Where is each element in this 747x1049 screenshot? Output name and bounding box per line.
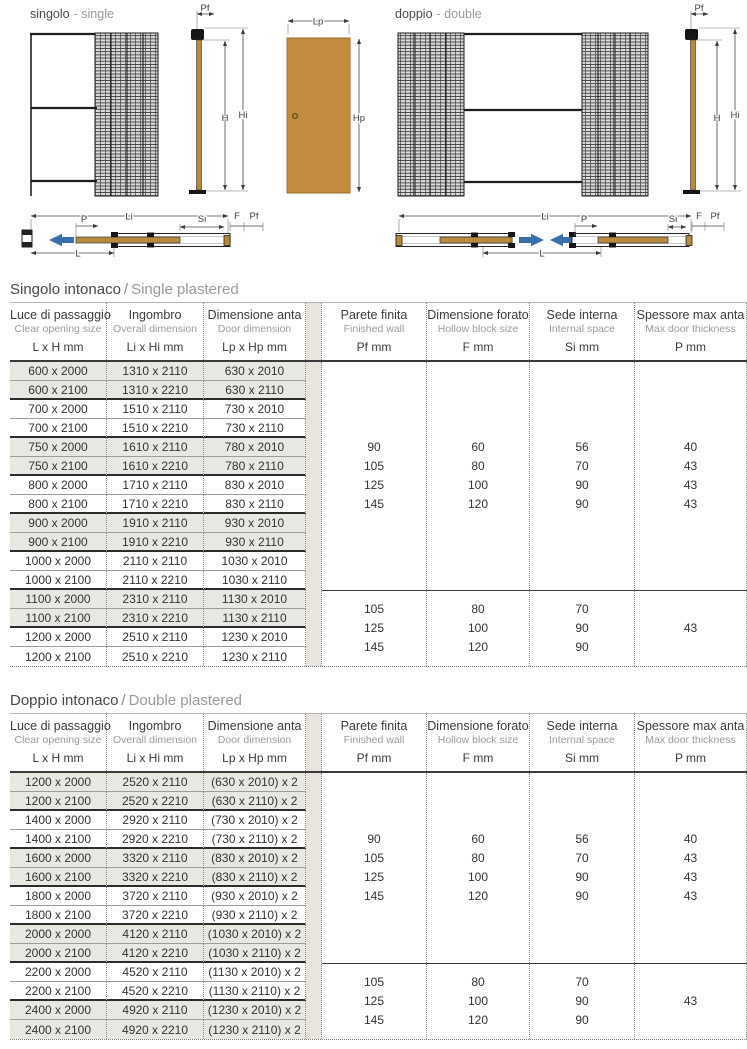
door-slab-plan <box>76 237 180 243</box>
column-header-3 <box>322 714 427 771</box>
column-label-it: Luce di passaggio <box>10 719 111 733</box>
dim-label-li: Li <box>125 211 133 223</box>
table-cell: 1400 x 2100 <box>10 830 107 849</box>
table-cell: 930 x 2010 <box>204 514 306 533</box>
dim-label-f-d: F <box>696 211 702 222</box>
spec-value: 100 <box>467 621 489 635</box>
column-label-en: Hollow block size <box>437 734 519 746</box>
table-cell: 1230 x 2010 <box>204 628 306 647</box>
table-cell: 730 x 2110 <box>204 419 306 438</box>
dim-label-hi-d: Hi <box>730 110 740 121</box>
table-cell: 1000 x 2100 <box>10 571 107 590</box>
single-title-en: - single <box>73 7 114 21</box>
table-cell: 2520 x 2210 <box>107 792 204 811</box>
column-label-en: Finished wall <box>343 734 405 746</box>
column-label-en: Door dimension <box>217 734 292 746</box>
table-cell: 3720 x 2210 <box>107 906 204 925</box>
spec-block-f <box>427 963 530 1039</box>
column-unit: P mm <box>674 340 707 354</box>
table-cell: 1230 x 2110 <box>204 647 306 666</box>
table-cell: 1710 x 2110 <box>107 476 204 495</box>
door-slab-left <box>440 237 512 243</box>
table-cell: (930 x 2110) x 2 <box>204 906 306 925</box>
table-cell: 900 x 2000 <box>10 514 107 533</box>
column-unit: F mm <box>462 751 494 765</box>
column-label-it: Luce di passaggio <box>10 308 111 322</box>
pocket-frame-mesh-left <box>398 33 464 196</box>
table-cell: 780 x 2010 <box>204 438 306 457</box>
spec-value: 43 <box>683 497 698 511</box>
dim-label-hi: Hi <box>238 110 248 121</box>
table-cell: 4920 x 2110 <box>107 1001 204 1020</box>
spec-value: 145 <box>363 497 385 511</box>
double-front-view <box>398 33 648 196</box>
table-cell: 2200 x 2100 <box>10 982 107 1001</box>
table-cell: (630 x 2110) x 2 <box>204 792 306 811</box>
table-cell: 780 x 2110 <box>204 457 306 476</box>
separator-column-header <box>306 714 322 771</box>
spec-value: 105 <box>363 851 385 865</box>
table-header <box>10 713 747 773</box>
table-cell: 930 x 2110 <box>204 533 306 552</box>
table-title-sep: / <box>123 281 129 298</box>
column-label-it: Ingombro <box>128 308 182 322</box>
spec-value: 43 <box>683 851 698 865</box>
door-slab-right <box>598 237 668 243</box>
spec-block-f <box>427 590 530 666</box>
dim-label-pf2: Pf <box>249 211 259 222</box>
spec-block-pf <box>322 773 427 963</box>
table-title-sep: / <box>121 692 126 709</box>
table-title-it: Singolo intonaco <box>10 281 121 298</box>
table-cell: 1310 x 2110 <box>107 362 204 381</box>
table-cell: 2510 x 2110 <box>107 628 204 647</box>
track-profile <box>191 29 204 40</box>
spec-value: 80 <box>471 459 485 473</box>
dim-label-pf-d: Pf <box>694 3 704 14</box>
table-cell: 1100 x 2100 <box>10 609 107 628</box>
table-cell: 1310 x 2210 <box>107 381 204 400</box>
spec-block-si <box>530 362 635 590</box>
table-cell: (930 x 2010) x 2 <box>204 887 306 906</box>
spec-value: 90 <box>575 889 589 903</box>
spec-value: 145 <box>363 640 385 654</box>
table-cell: 2510 x 2210 <box>107 647 204 666</box>
table-cell: 1030 x 2010 <box>204 552 306 571</box>
dim-label-l-d: L <box>539 248 545 260</box>
singolo-table-section <box>10 281 747 667</box>
table-cell: (730 x 2110) x 2 <box>204 830 306 849</box>
table-cell: (830 x 2010) x 2 <box>204 849 306 868</box>
spec-value: 90 <box>367 440 381 454</box>
spec-value: 145 <box>363 889 385 903</box>
pocket-frame-mesh-right <box>582 33 648 196</box>
column-unit: Si mm <box>565 340 599 354</box>
table-cell: 1200 x 2100 <box>10 792 107 811</box>
column-header-1 <box>107 714 204 771</box>
spec-block-si <box>530 773 635 963</box>
separator-column-header <box>306 303 322 360</box>
double-diagram <box>395 3 741 260</box>
dim-label-h: H <box>221 113 229 124</box>
spec-block-p <box>635 590 747 666</box>
table-cell: 3720 x 2110 <box>107 887 204 906</box>
column-unit: Lp x Hp mm <box>222 340 287 354</box>
table-cell: 1910 x 2210 <box>107 533 204 552</box>
column-label-en: Overall dimension <box>112 734 198 746</box>
table-cell: 1800 x 2000 <box>10 887 107 906</box>
column-label-en: Hollow block size <box>437 323 519 335</box>
table-header <box>10 302 747 362</box>
table-cell: 1130 x 2010 <box>204 590 306 609</box>
spec-block-p <box>635 362 747 590</box>
spec-value: 125 <box>363 994 385 1008</box>
separator-column <box>306 362 322 666</box>
table-body <box>10 362 747 667</box>
dim-label-h-d: H <box>713 113 721 124</box>
column-header-3 <box>322 303 427 360</box>
column-header-4 <box>427 303 530 360</box>
spec-value: 56 <box>575 832 589 846</box>
spec-value: 120 <box>467 889 489 903</box>
table-cell: (1030 x 2010) x 2 <box>204 925 306 944</box>
column-label-en: Finished wall <box>343 323 405 335</box>
table-cell: 4520 x 2210 <box>107 982 204 1001</box>
double-title-it: doppio <box>395 7 433 21</box>
separator-column <box>306 773 322 1039</box>
table-cell: 700 x 2000 <box>10 400 107 419</box>
column-header-5 <box>530 714 635 771</box>
spec-value: 120 <box>467 1013 489 1027</box>
table-cell: 1030 x 2110 <box>204 571 306 590</box>
column-unit: L x H mm <box>32 340 84 354</box>
column-unit: F mm <box>462 340 494 354</box>
column-header-4 <box>427 714 530 771</box>
column-header-0 <box>10 303 111 360</box>
spec-block-pf <box>322 590 427 666</box>
closing-jamb-left <box>396 236 402 246</box>
table-cell: (630 x 2010) x 2 <box>204 773 306 792</box>
column-label-it: Dimensione anta <box>207 719 302 733</box>
table-cell: 2310 x 2110 <box>107 590 204 609</box>
table-cell: 630 x 2110 <box>204 381 306 400</box>
column-label-it: Ingombro <box>128 719 182 733</box>
spec-block-p <box>635 773 747 963</box>
spec-value: 60 <box>471 832 485 846</box>
table-cell: 1610 x 2110 <box>107 438 204 457</box>
column-label-it: Sede interna <box>546 719 618 733</box>
spec-value: 70 <box>575 851 589 865</box>
column-header-0 <box>10 714 111 771</box>
spec-block-p <box>635 963 747 1039</box>
column-unit: P mm <box>674 751 707 765</box>
column-header-1 <box>107 303 204 360</box>
column-unit: L x H mm <box>32 751 84 765</box>
column-unit: Li x Hi mm <box>126 340 184 354</box>
table-cell: 4520 x 2110 <box>107 963 204 982</box>
dim-label-p: P <box>80 214 88 225</box>
spec-value: 43 <box>683 621 698 635</box>
single-diagram-title <box>30 7 114 21</box>
single-diagram <box>22 3 365 260</box>
slide-arrow-right <box>519 234 544 246</box>
column-label-en: Door dimension <box>217 323 292 335</box>
column-unit: Lp x Hp mm <box>222 751 287 765</box>
table-cell: 730 x 2010 <box>204 400 306 419</box>
spec-value: 70 <box>575 602 589 616</box>
column-header-6 <box>635 303 747 360</box>
column-label-it: Dimensione forato <box>427 308 529 322</box>
column-label-en: Max door thickness <box>645 734 736 746</box>
table-cell: 1200 x 2000 <box>10 628 107 647</box>
dim-label-pf2-d: Pf <box>710 211 720 222</box>
column-label-en: Clear opening size <box>14 734 102 746</box>
spec-value: 90 <box>575 478 589 492</box>
column-unit: Si mm <box>565 751 599 765</box>
table-cell: 1610 x 2210 <box>107 457 204 476</box>
table-cell: 1000 x 2000 <box>10 552 107 571</box>
table-cell: 2110 x 2210 <box>107 571 204 590</box>
dim-label-pf: Pf <box>200 3 210 14</box>
column-header-2 <box>204 303 306 360</box>
table-title-en: Single plastered <box>131 281 239 298</box>
table-cell: 3320 x 2210 <box>107 868 204 887</box>
table-cell: 700 x 2100 <box>10 419 107 438</box>
table-cell: 1910 x 2110 <box>107 514 204 533</box>
table-cell: (1130 x 2110) x 2 <box>204 982 306 1001</box>
single-title-it: singolo <box>30 7 70 21</box>
dim-label-si-d: Si <box>668 214 678 225</box>
track-profile-d <box>685 29 698 40</box>
table-cell: 1130 x 2110 <box>204 609 306 628</box>
table-cell: 1200 x 2000 <box>10 773 107 792</box>
table-cell: (1130 x 2010) x 2 <box>204 963 306 982</box>
table-cell: 2400 x 2000 <box>10 1001 107 1020</box>
column-unit: Pf mm <box>356 751 392 765</box>
table-cell: 2920 x 2210 <box>107 830 204 849</box>
technical-diagrams <box>0 0 747 272</box>
table-cell: 2400 x 2100 <box>10 1020 107 1039</box>
column-label-it: Spessore max anta <box>636 308 745 322</box>
table-cell: 4120 x 2210 <box>107 944 204 963</box>
column-label-it: Dimensione forato <box>427 719 529 733</box>
column-label-en: Clear opening size <box>14 323 102 335</box>
spec-value: 105 <box>363 975 385 989</box>
table-cell: 630 x 2010 <box>204 362 306 381</box>
table-cell: 1100 x 2000 <box>10 590 107 609</box>
spec-value: 80 <box>471 602 485 616</box>
spec-value: 80 <box>471 851 485 865</box>
spec-value: 90 <box>575 621 589 635</box>
spec-value: 70 <box>575 975 589 989</box>
table-cell: 2000 x 2000 <box>10 925 107 944</box>
column-label-en: Overall dimension <box>112 323 198 335</box>
column-header-2 <box>204 714 306 771</box>
double-plan-view <box>396 211 724 260</box>
door-panel-view <box>287 17 365 194</box>
spec-value: 90 <box>367 832 381 846</box>
table-title <box>10 692 747 709</box>
spec-value: 90 <box>575 870 589 884</box>
closing-jamb <box>224 236 230 246</box>
table-title-en: Double plastered <box>128 692 243 709</box>
spec-value: 120 <box>467 640 489 654</box>
column-unit: Li x Hi mm <box>126 751 184 765</box>
spec-value: 100 <box>467 870 489 884</box>
slide-direction-arrow <box>49 234 74 246</box>
spec-value: 40 <box>683 440 698 454</box>
table-title-it: Doppio intonaco <box>10 692 119 709</box>
table-cell: (730 x 2010) x 2 <box>204 811 306 830</box>
dim-label-lp: Lp <box>312 16 324 28</box>
table-body <box>10 773 747 1040</box>
table-cell: (830 x 2110) x 2 <box>204 868 306 887</box>
floor-base <box>189 190 206 194</box>
spec-value: 100 <box>467 994 489 1008</box>
table-cell: (1230 x 2110) x 2 <box>204 1020 306 1039</box>
table-cell: 3320 x 2110 <box>107 849 204 868</box>
spec-block-pf <box>322 362 427 590</box>
column-label-en: Max door thickness <box>645 323 736 335</box>
spec-value: 70 <box>575 459 589 473</box>
dim-label-hp: Hp <box>352 113 366 124</box>
spec-value: 90 <box>575 1013 589 1027</box>
spec-value: 145 <box>363 1013 385 1027</box>
spec-value: 125 <box>363 870 385 884</box>
single-front-view <box>30 33 158 196</box>
table-rows-right <box>322 362 747 666</box>
double-diagram-title <box>395 7 482 21</box>
single-side-section <box>189 3 248 194</box>
column-label-en: Internal space <box>549 323 615 335</box>
spec-value: 100 <box>467 478 489 492</box>
table-title <box>10 281 747 298</box>
spec-block-f <box>427 362 530 590</box>
spec-value: 80 <box>471 975 485 989</box>
table-cell: 750 x 2000 <box>10 438 107 457</box>
table-cell: 1200 x 2100 <box>10 647 107 666</box>
spec-value: 125 <box>363 478 385 492</box>
spec-value: 105 <box>363 459 385 473</box>
spec-value: 43 <box>683 478 698 492</box>
table-rows-left <box>10 773 306 1039</box>
spec-block-si <box>530 963 635 1039</box>
spec-value: 40 <box>683 832 698 846</box>
dim-label-l: L <box>75 248 81 260</box>
spec-block-f <box>427 773 530 963</box>
spec-value: 90 <box>575 497 589 511</box>
double-title-en: - double <box>436 7 482 21</box>
dim-label-f: F <box>234 211 240 222</box>
table-cell: 600 x 2100 <box>10 381 107 400</box>
column-header-6 <box>635 714 747 771</box>
table-cell: 800 x 2000 <box>10 476 107 495</box>
floor-base-d <box>683 190 700 194</box>
column-label-en: Internal space <box>549 734 615 746</box>
table-cell: 1800 x 2100 <box>10 906 107 925</box>
spec-value: 90 <box>575 994 589 1008</box>
column-label-it: Parete finita <box>340 308 408 322</box>
double-side-section <box>683 3 741 194</box>
closing-jamb-right <box>686 236 692 246</box>
spec-block-pf <box>322 963 427 1039</box>
dim-label-li-d: Li <box>541 211 549 223</box>
spec-value: 125 <box>363 621 385 635</box>
table-cell: 4120 x 2110 <box>107 925 204 944</box>
table-cell: 4920 x 2210 <box>107 1020 204 1039</box>
table-cell: 600 x 2000 <box>10 362 107 381</box>
spec-value: 43 <box>683 889 698 903</box>
door-edge-section-d <box>691 40 696 190</box>
table-cell: 1510 x 2110 <box>107 400 204 419</box>
door-edge-section <box>197 40 202 190</box>
table-cell: 750 x 2100 <box>10 457 107 476</box>
table-cell: 1600 x 2000 <box>10 849 107 868</box>
spec-block-si <box>530 590 635 666</box>
spec-value: 90 <box>575 640 589 654</box>
dim-label-si: Si <box>197 214 207 225</box>
spec-value: 43 <box>683 459 698 473</box>
spec-value: 120 <box>467 497 489 511</box>
table-cell: 800 x 2100 <box>10 495 107 514</box>
table-rows-left <box>10 362 306 666</box>
table-cell: 2110 x 2110 <box>107 552 204 571</box>
table-cell: 1510 x 2210 <box>107 419 204 438</box>
table-cell: 2310 x 2210 <box>107 609 204 628</box>
table-cell: 2000 x 2100 <box>10 944 107 963</box>
column-label-it: Dimensione anta <box>207 308 302 322</box>
spec-value: 56 <box>575 440 589 454</box>
table-cell: (1030 x 2110) x 2 <box>204 944 306 963</box>
dim-label-p-d: P <box>580 214 588 225</box>
table-cell: 2520 x 2110 <box>107 773 204 792</box>
spec-value: 105 <box>363 602 385 616</box>
table-cell: 1400 x 2000 <box>10 811 107 830</box>
door-panel <box>287 38 350 193</box>
spec-value: 60 <box>471 440 485 454</box>
table-cell: 2200 x 2000 <box>10 963 107 982</box>
spec-value: 43 <box>683 870 698 884</box>
column-label-it: Parete finita <box>340 719 408 733</box>
column-header-5 <box>530 303 635 360</box>
column-label-it: Sede interna <box>546 308 618 322</box>
spec-value: 43 <box>683 994 698 1008</box>
doppio-table-section <box>10 692 747 1040</box>
table-cell: 2920 x 2110 <box>107 811 204 830</box>
single-plan-view <box>22 211 263 260</box>
table-cell: 900 x 2100 <box>10 533 107 552</box>
table-cell: 830 x 2110 <box>204 495 306 514</box>
column-unit: Pf mm <box>356 340 392 354</box>
table-rows-right <box>322 773 747 1039</box>
table-cell: 830 x 2010 <box>204 476 306 495</box>
table-cell: 1710 x 2210 <box>107 495 204 514</box>
column-label-it: Spessore max anta <box>636 719 745 733</box>
table-cell: 1600 x 2100 <box>10 868 107 887</box>
table-cell: (1230 x 2010) x 2 <box>204 1001 306 1020</box>
